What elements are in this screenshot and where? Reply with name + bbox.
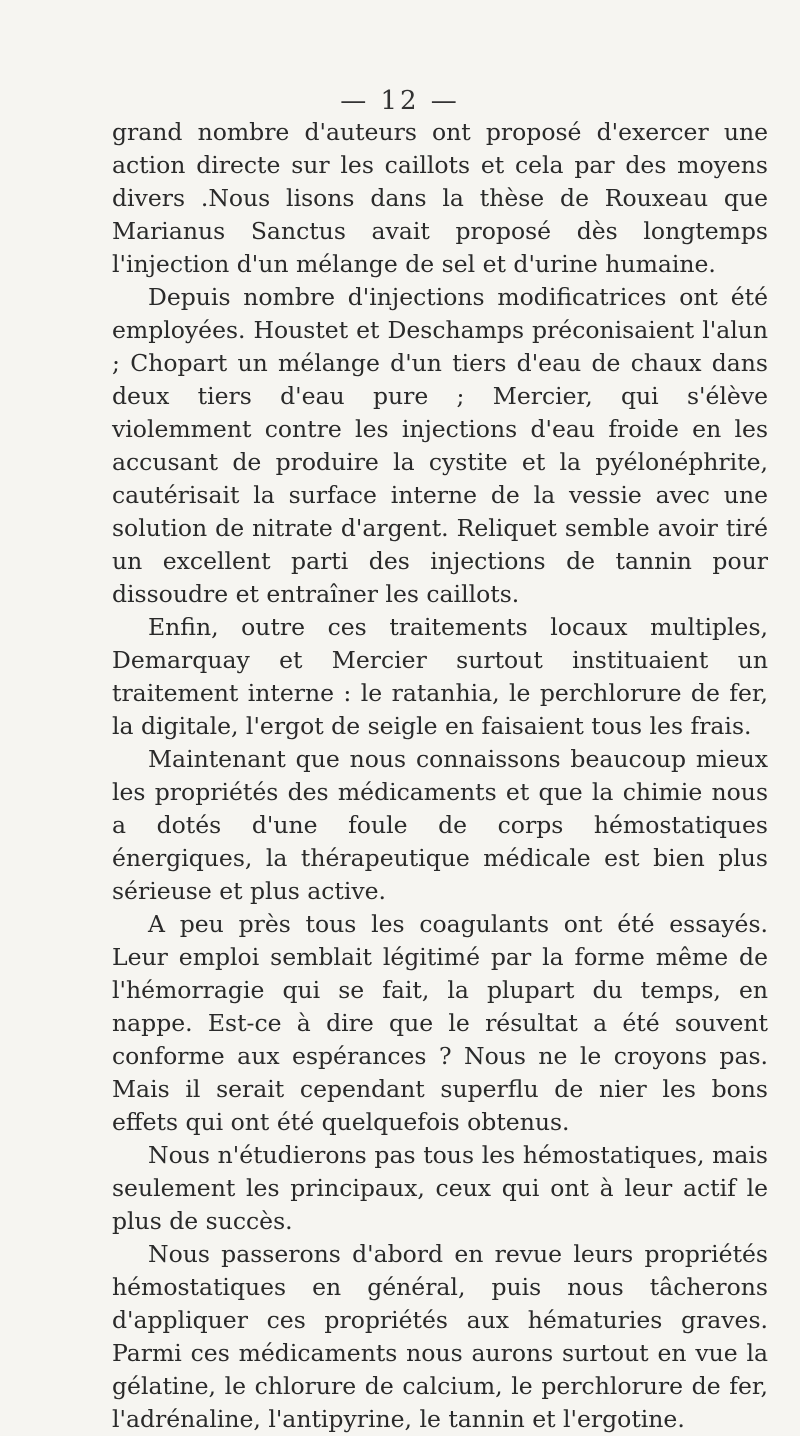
- body-text: [112, 116, 768, 1436]
- paragraph: grand nombre d'auteurs ont proposé d'exercer une action directe sur les caillots et cela par des moyens divers .Nous lisons dans la thèse de Rouxeau que Marianus Sanctus avait proposé dès longtemps l'injection d'un mélange de sel et d'urine humaine.: [112, 118, 768, 278]
- paragraph: Nous n'étudierons pas tous les hémostatiques, mais seulement les principaux, ceux qui ont à leur actif le plus de succès.: [112, 1141, 768, 1235]
- paragraph: Maintenant que nous connaissons beaucoup mieux les propriétés des médicaments et que la chimie nous a dotés d'une foule de corps hémostatiques énergiques, la thérapeutique médicale est bien plus sérieuse et plus active.: [112, 745, 768, 905]
- page-number: — 12 —: [340, 86, 460, 116]
- paragraph: Nous passerons d'abord en revue leurs propriétés hémostatiques en général, puis nous tâcherons d'appliquer ces propriétés aux hématuries graves. Parmi ces médicaments nous aurons surtout en vue la gélatine, le chlorure de calcium, le perchlorure de fer, l'adrénaline, l'antipyrine, le tannin et l'ergotine.: [112, 1240, 768, 1433]
- paragraph: Enfin, outre ces traitements locaux multiples, Demarquay et Mercier surtout instituaient un traitement interne : le ratanhia, le perchlorure de fer, la digitale, l'ergot de seigle en faisaient tous les frais.: [112, 613, 768, 740]
- paragraph: Depuis nombre d'injections modificatrices ont été employées. Houstet et Deschamps préconisaient l'alun ; Chopart un mélange d'un tiers d'eau de chaux dans deux tiers d'eau pure ; Mercier, qui s'élève violemment contre les injections d'eau froide en les accusant de produire la cystite et la pyélonéphrite, cautérisait la surface interne de la vessie avec une solution de nitrate d'argent. Reliquet semble avoir tiré un excellent parti des injections de tannin pour dissoudre et entraîner les caillots.: [112, 283, 768, 608]
- paragraph: A peu près tous les coagulants ont été essayés. Leur emploi semblait légitimé par la forme même de l'hémorragie qui se fait, la plupart du temps, en nappe. Est-ce à dire que le résultat a été souvent conforme aux espérances ? Nous ne le croyons pas. Mais il serait cependant superflu de nier les bons effets qui ont été quelquefois obtenus.: [112, 910, 768, 1136]
